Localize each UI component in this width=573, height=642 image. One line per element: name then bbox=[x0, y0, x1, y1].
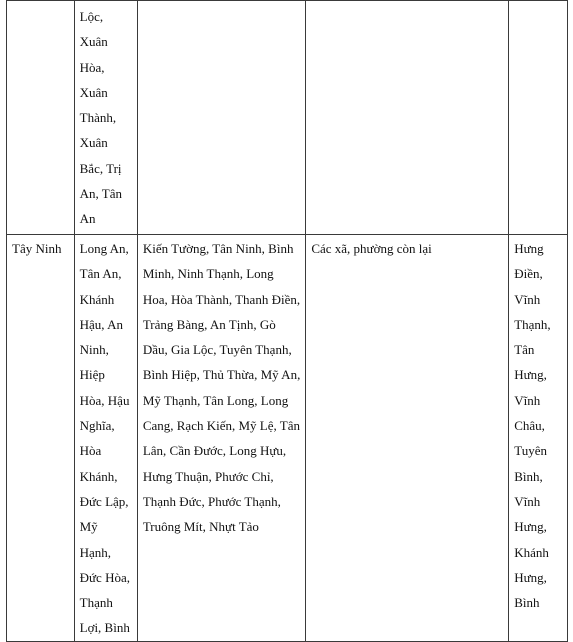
last-group-text: Hưng Điền, Vĩnh Thạnh, Tân Hưng, Vĩnh Châu, Tuyên Bình, Vĩnh Hưng, Khánh Hưng, Bình bbox=[514, 241, 551, 611]
remaining-cell bbox=[306, 1, 509, 235]
table-row bbox=[7, 1, 568, 235]
remaining-text: Các xã, phường còn lại bbox=[311, 241, 432, 256]
merged-communes-cell bbox=[74, 1, 137, 235]
province-cell bbox=[7, 235, 75, 642]
second-group-cell bbox=[137, 235, 306, 642]
province-cell bbox=[7, 1, 75, 235]
table-row bbox=[7, 235, 568, 642]
merged-communes-text: Long An, Tân An, Khánh Hậu, An Ninh, Hiệp Hòa, Hậu Nghĩa, Hòa Khánh, Đức Lập, Mỹ Hạnh, Đức Hòa, Thạnh Lợi, Bình bbox=[79, 241, 130, 636]
remaining-cell bbox=[306, 235, 509, 642]
second-group-cell bbox=[137, 1, 306, 235]
last-group-cell bbox=[509, 1, 568, 235]
merged-communes-text: Lộc, Xuân Hòa, Xuân Thành, Xuân Bắc, Trị An, Tân An bbox=[79, 9, 122, 227]
province-text: Tây Ninh bbox=[12, 241, 62, 256]
second-group-text: Kiến Tường, Tân Ninh, Bình Minh, Ninh Thạnh, Long Hoa, Hòa Thành, Thanh Điền, Trảng Bàng, An Tịnh, Gò Dầu, Gia Lộc, Tuyên Thạnh, Bình Hiệp, Thủ Thừa, Mỹ An, Mỹ Thạnh, Tân Long, Long Cang, Rạch Kiến, Mỹ Lệ, Tân Lân, Cần Đước, Long Hựu, Hưng Thuận, Phước Chỉ, Thạnh Đức, Phước Thạnh, Truông Mít, Nhựt Tảo bbox=[142, 241, 301, 535]
merged-communes-cell bbox=[74, 235, 137, 642]
last-group-cell bbox=[509, 235, 568, 642]
administrative-units-table bbox=[6, 0, 568, 642]
